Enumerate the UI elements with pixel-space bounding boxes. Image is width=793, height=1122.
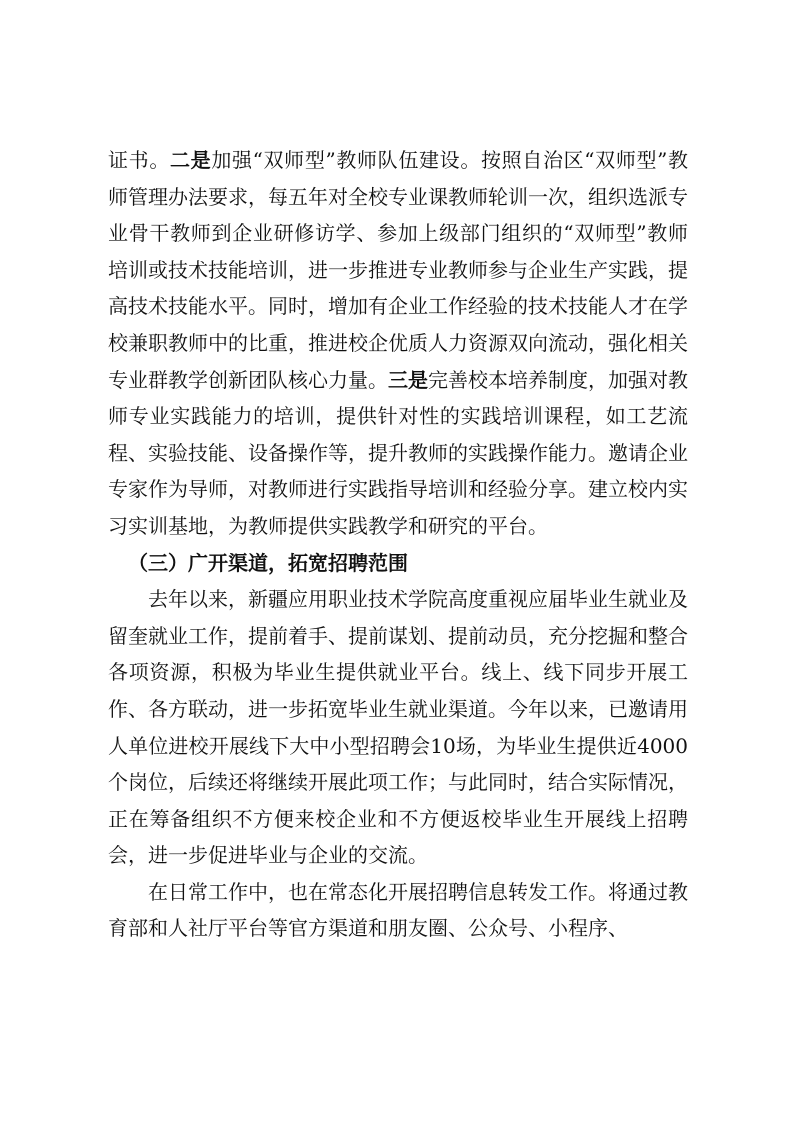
section-heading: （三）广开渠道，拓宽招聘范围 xyxy=(128,550,408,575)
paragraph-daily-work: 在日常工作中，也在常态化开展招聘信息转发工作。将通过教育部和人社厅平台等官方渠道和朋友圈、公众号、小程序、 xyxy=(108,879,688,941)
paragraph-text: 证书。 xyxy=(108,148,170,172)
paragraph-text: 加强“双师型”教师队伍建设。按照自治区“双师型”教师管理办法要求，每五年对全校专业课教师轮训一次，组织选派专业骨干教师到企业研修访学、参加上级部门组织的“双师型”教师培训或技术技能培训，进一步推进专业教师参与企业生产实践，提高技术技能水平。同时，增加有企业工作经验的技术技能人才在学校兼职教师中的比重，推进校企优质人力资源双向流动，强化相关专业群教学创新团队核心力量。 xyxy=(108,148,689,392)
emphasis-third-point: 三是 xyxy=(388,367,428,392)
paragraph-text: 完善校本培养制度，加强对教师专业实践能力的培训，提供针对性的实践培训课程，如工艺流程、实验技能、设备操作等，提升教师的实践操作能力。邀请企业专家作为导师，对教师进行实践指导培训和经验分享。建立校内实习实训基地，为教师提供实践教学和研究的平台。 xyxy=(108,367,688,538)
document-body xyxy=(108,142,688,947)
paragraph-recruitment: 去年以来，新疆应用职业技术学院高度重视应届毕业生就业及留奎就业工作，提前着手、提前谋划、提前动员，充分挖掘和整合各项资源，积极为毕业生提供就业平台。线上、线下同步开展工作、各方联动，进一步拓宽毕业生就业渠道。今年以来，已邀请用人单位进校开展线下大中小型招聘会10场，为毕业生提供近4000个岗位，后续还将继续开展此项工作；与此同时，结合实际情况，正在筹备组织不方便来校企业和不方便返校毕业生开展线上招聘会，进一步促进毕业与企业的交流。 xyxy=(108,587,688,868)
paragraph-teacher-training xyxy=(108,142,688,545)
emphasis-second-point: 二是 xyxy=(169,148,212,172)
